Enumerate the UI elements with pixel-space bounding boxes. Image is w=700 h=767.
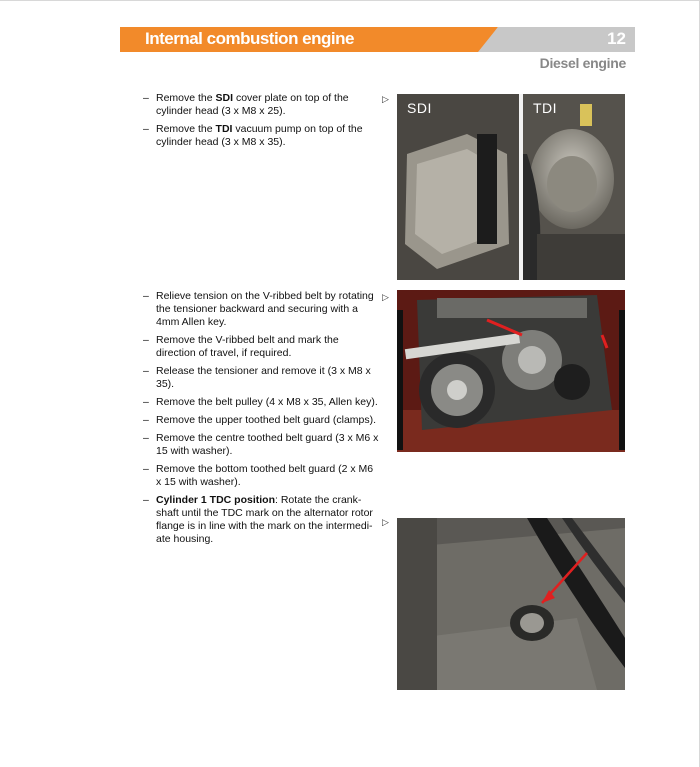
figure-pointer-icon: ▷ — [382, 292, 389, 302]
page-edge — [0, 0, 700, 1]
step-list — [141, 92, 381, 154]
step-item: – Remove the SDI cover plate on top of the cylinder head (3 x M8 x 25). — [143, 92, 349, 117]
step-item: – Cylinder 1 TDC position: Rotate the crank-shaft until the TDC mark on the alternator rotor flange is in line with the mark on the intermedi-ate housing. — [143, 494, 373, 545]
page-title: Internal combustion engine — [145, 29, 354, 48]
step-item: – Release the tensioner and remove it (3 x M8 x 35). — [143, 365, 371, 390]
step-item: – Remove the bottom toothed belt guard (2 x M6 x 15 with washer). — [143, 463, 374, 488]
step-list — [141, 290, 381, 551]
photo-label: TDI — [533, 100, 558, 116]
step-item: – Remove the centre toothed belt guard (3 x M6 x 15 with washer). — [143, 432, 379, 457]
engine-photo-belt-tensioner — [397, 290, 625, 452]
figure-pointer-icon: ▷ — [382, 517, 389, 527]
step-item: – Remove the V-ribbed belt and mark the direction of travel, if required. — [143, 334, 339, 359]
step-item: – Remove the upper toothed belt guard (clamps). — [143, 414, 377, 426]
engine-photo-tdc-mark — [397, 518, 625, 690]
chapter-number: 12 — [607, 29, 626, 48]
step-item: – Relieve tension on the V-ribbed belt by rotating the tensioner backward and securing with a 4mm Allen key. — [143, 290, 374, 328]
photo-label: SDI — [407, 100, 432, 116]
step-item: – Remove the belt pulley (4 x M8 x 35, Allen key). — [143, 396, 378, 408]
step-item: – Remove the TDI vacuum pump on top of the cylinder head (3 x M8 x 35). — [143, 123, 363, 148]
engine-photo-sdi-tdi — [397, 94, 625, 280]
figure-pointer-icon: ▷ — [382, 94, 389, 104]
section-subtitle: Diesel engine — [539, 55, 626, 71]
